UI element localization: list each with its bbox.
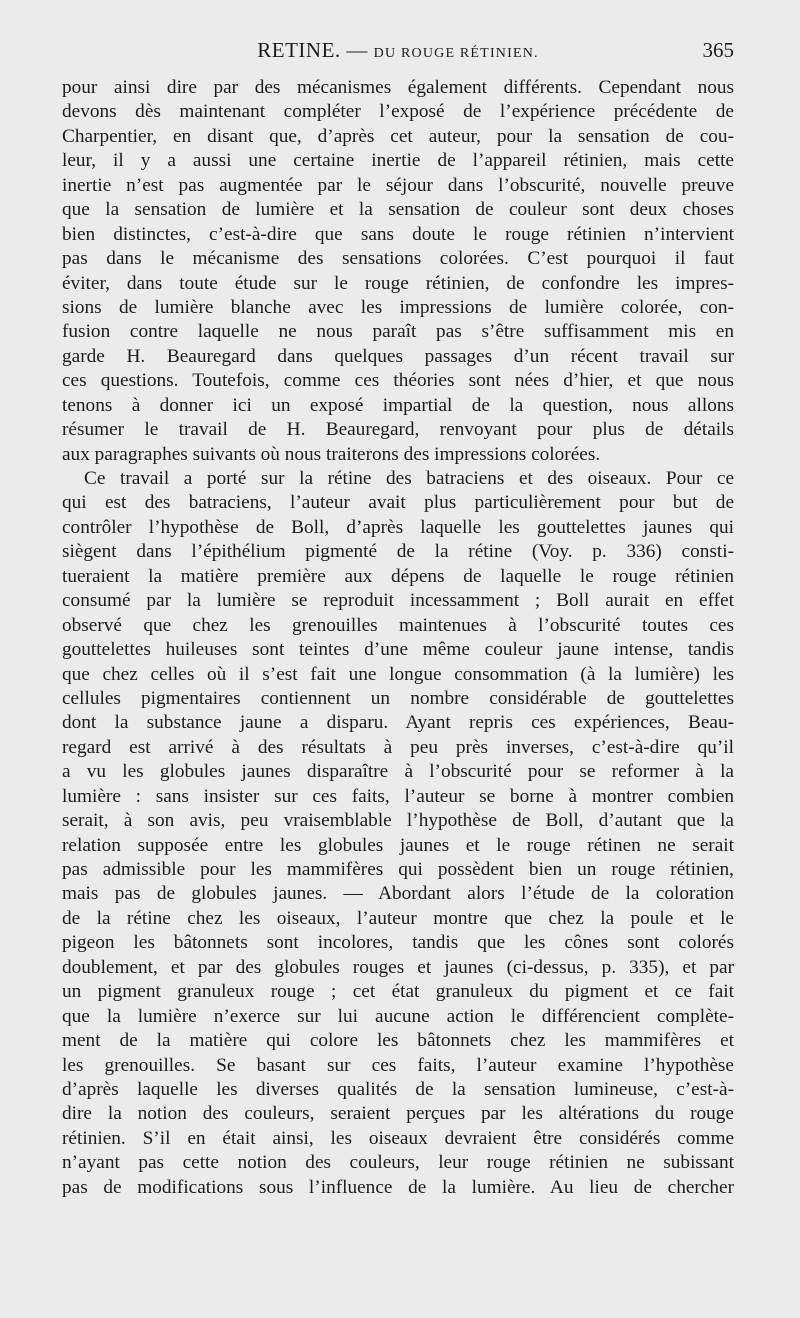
text-line: gouttelettes huileuses sont teintes d’une même couleur jaune intense, tandis — [62, 639, 734, 661]
text-line: Charpentier, en disant que, d’après cet auteur, pour la sensation de cou- — [62, 125, 734, 147]
text-line: siègent dans l’épithélium pigmenté de la rétine (Voy. p. 336) consti- — [62, 541, 734, 563]
body-text — [62, 76, 734, 1200]
text-line: pas admissible pour les mammifères qui possèdent bien un rouge rétinien, — [62, 859, 734, 880]
header-dash: — — [346, 38, 368, 62]
text-line: les grenouilles. Se basant sur ces faits, l’auteur examine l’hypothèse — [62, 1054, 734, 1076]
text-line: observé que chez les grenouilles maintenues à l’obscurité toutes ces — [62, 614, 734, 636]
text-line: fusion contre laquelle ne nous paraît pas s’être suffisamment mis en — [62, 321, 734, 343]
text-line: tenons à donner ici un exposé impartial de la question, nous allons — [62, 394, 734, 416]
text-line: doublement, et par des globules rouges et jaunes (ci-dessus, p. 335), et par — [62, 956, 734, 978]
text-line: un pigment granuleux rouge ; cet état granuleux du pigment et ce fait — [62, 981, 734, 1003]
text-line: pour ainsi dire par des mécanismes également différents. Cependant nous — [62, 77, 734, 98]
text-line: d’après laquelle les diverses qualités de la sensation lumineuse, c’est-à- — [62, 1078, 734, 1100]
text-line: que la lumière n’exerce sur lui aucune action le différencient complète- — [62, 1005, 734, 1027]
text-line: n’ayant pas cette notion des couleurs, leur rouge rétinien ne subissant — [62, 1152, 734, 1174]
text-line: sions de lumière blanche avec les impressions de lumière colorée, con- — [62, 296, 734, 318]
text-line: garde H. Beauregard dans quelques passages d’un récent travail sur — [62, 345, 734, 367]
text-line: résumer le travail de H. Beauregard, renvoyant pour plus de détails — [62, 419, 734, 441]
text-line: dire la notion des couleurs, seraient perçues par les altérations du rouge — [62, 1103, 734, 1125]
text-line: aux paragraphes suivants où nous traiterons des impressions colorées. — [62, 443, 601, 465]
text-line: ment de la matière qui colore les bâtonnets chez les mammifères et — [62, 1030, 734, 1052]
text-line: rétinien. S’il en était ainsi, les oiseaux devraient être considérés comme — [62, 1127, 734, 1149]
text-line: contrôler l’hypothèse de Boll, d’après laquelle les gouttelettes jaunes qui — [62, 516, 734, 538]
text-line: mais pas de globules jaunes. — Abordant alors l’étude de la coloration — [62, 883, 734, 905]
text-line: que la sensation de lumière et la sensation de couleur sont deux choses — [62, 199, 734, 221]
text-line: pas de modifications sous l’influence de la lumière. Au lieu de chercher — [62, 1176, 734, 1198]
text-line: que chez celles où il s’est fait une longue consommation (à la lumière) les — [62, 663, 734, 685]
text-line: cellules pigmentaires contiennent un nombre considérable de gouttelettes — [62, 687, 734, 709]
text-line: dont la substance jaune a disparu. Ayant repris ces expériences, Beau- — [62, 712, 734, 734]
running-title — [62, 38, 734, 63]
text-line: bien distinctes, c’est-à-dire que sans doute le rouge rétinien n’intervient — [62, 223, 734, 245]
text-line: inertie n’est pas augmentée par le séjour dans l’obscurité, nouvelle preuve — [62, 174, 734, 196]
page-number: 365 — [702, 38, 734, 62]
text-line: consumé par la lumière se reproduit incessamment ; Boll aurait en effet — [62, 590, 734, 612]
running-header — [62, 38, 734, 68]
text-line: a vu les globules jaunes disparaître à l’obscurité pour se reformer à la — [62, 761, 734, 783]
header-subtitle: DU ROUGE RÉTINIEN. — [373, 46, 539, 61]
header-title: RETINE. — [257, 38, 341, 62]
text-line: de la rétine chez les oiseaux, l’auteur montre que chez la poule et le — [62, 907, 734, 929]
text-line: éviter, dans toute étude sur le rouge rétinien, de confondre les impres- — [62, 272, 734, 294]
text-line: leur, il y a aussi une certaine inertie de l’appareil rétinien, mais cette — [62, 150, 734, 172]
text-line: Ce travail a porté sur la rétine des batraciens et des oiseaux. Pour ce — [84, 468, 734, 489]
text-line: pas dans le mécanisme des sensations colorées. C’est pourquoi il faut — [62, 248, 734, 270]
text-line: qui est des batraciens, l’auteur avait plus particulièrement pour but de — [62, 492, 734, 514]
text-line: pigeon les bâtonnets sont incolores, tandis que les cônes sont colorés — [62, 932, 734, 954]
text-line: devons dès maintenant compléter l’exposé de l’expérience précédente de — [62, 101, 734, 123]
text-line: relation supposée entre les globules jaunes et le rouge rétinen ne serait — [62, 834, 734, 856]
text-line: tueraient la matière première aux dépens de laquelle le rouge rétinien — [62, 565, 734, 587]
text-line: ces questions. Toutefois, comme ces théories sont nées d’hier, et que nous — [62, 370, 734, 392]
text-line: regard est arrivé à des résultats à peu près inverses, c’est-à-dire qu’il — [62, 736, 734, 758]
text-line: lumière : sans insister sur ces faits, l’auteur se borne à montrer combien — [62, 785, 734, 807]
text-line: serait, à son avis, peu vraisemblable l’hypothèse de Boll, d’autant que la — [62, 810, 734, 832]
